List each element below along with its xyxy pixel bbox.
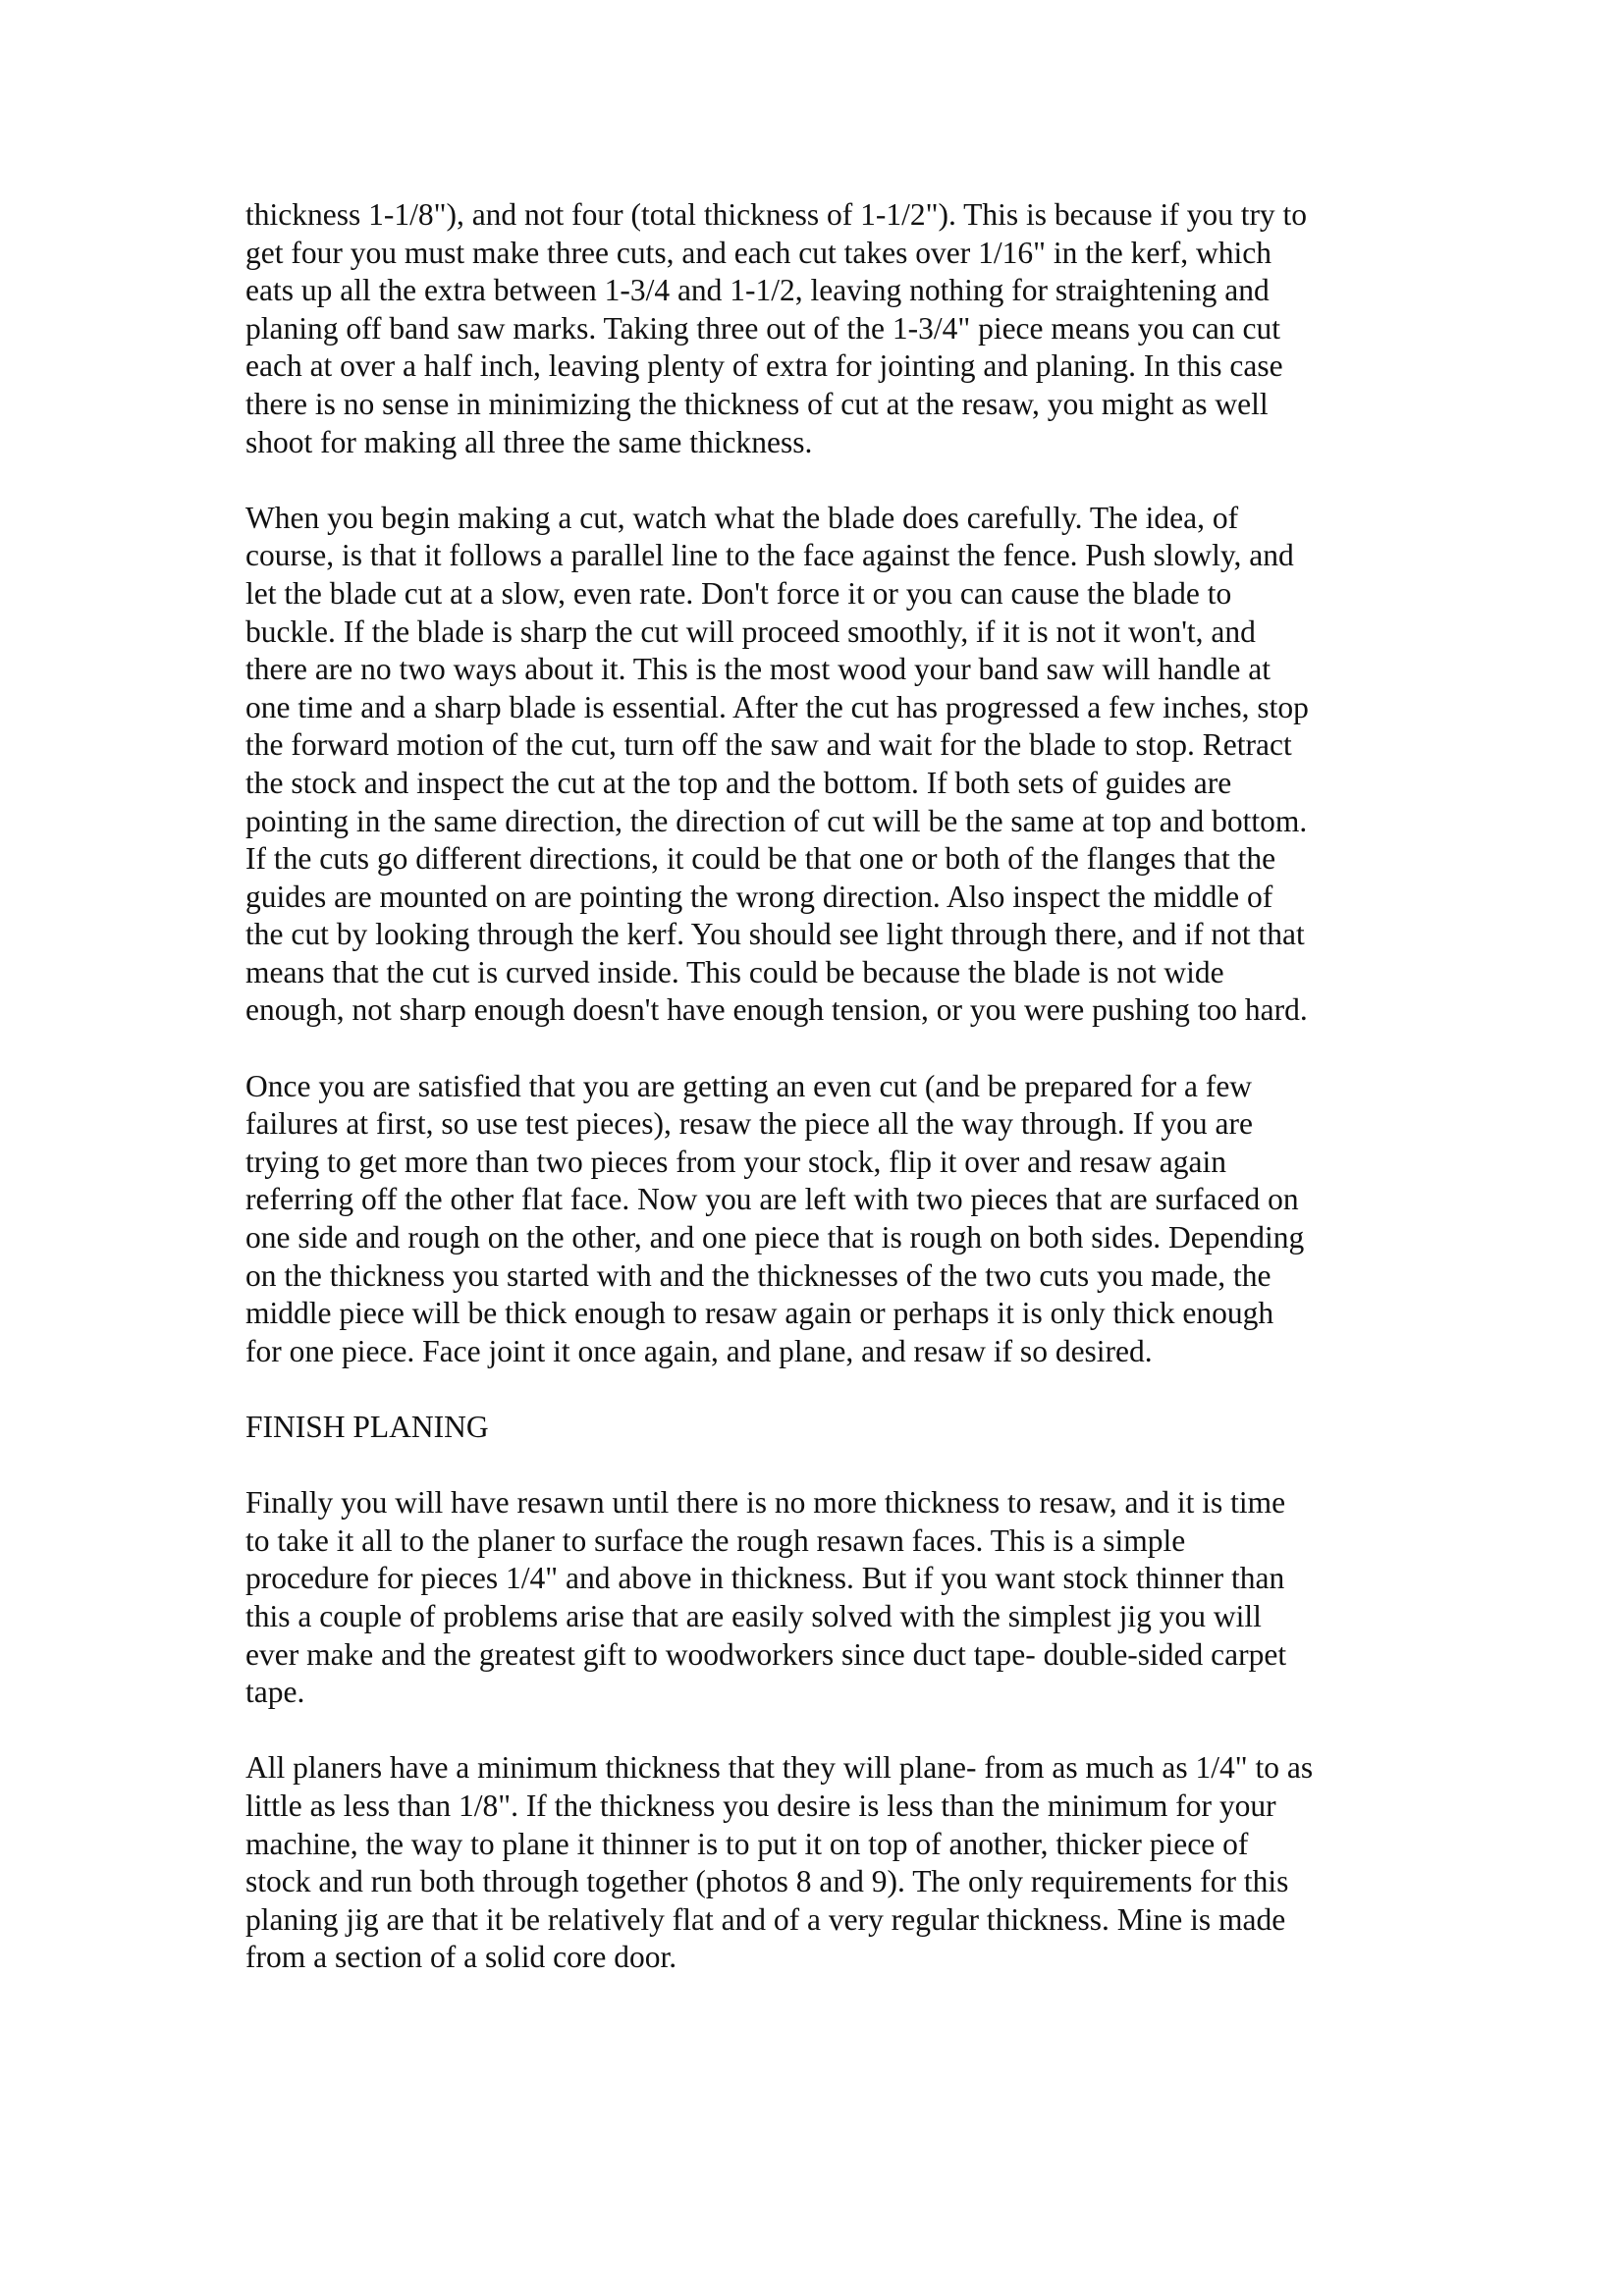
text-line: the stock and inspect the cut at the top and the bottom. If both sets of guides are: [245, 765, 1232, 800]
text-line: When you begin making a cut, watch what the blade does carefully. The idea, of: [245, 500, 1239, 535]
paragraph-planer-minimum: [245, 1749, 1394, 1977]
text-line: Finally you will have resawn until there is no more thickness to resaw, and it is time: [245, 1485, 1286, 1521]
text-line: for one piece. Face joint it once again, and plane, and resaw if so desired.: [245, 1333, 1153, 1368]
text-line: from a section of a solid core door.: [245, 1940, 677, 1975]
text-line: thickness 1-1/8"), and not four (total thickness of 1-1/2"). This is because if you try to: [245, 197, 1308, 232]
text-line: little as less than 1/8". If the thickness you desire is less than the minimum for your: [245, 1788, 1276, 1823]
text-line: planing off band saw marks. Taking three out of the 1-3/4" piece means you can cut: [245, 310, 1280, 346]
text-line: referring off the other flat face. Now you are left with two pieces that are surfaced on: [245, 1182, 1299, 1217]
text-line: If the cuts go different directions, it could be that one or both of the flanges that the: [245, 841, 1276, 877]
text-line: enough, not sharp enough doesn't have enough tension, or you were pushing too hard.: [245, 992, 1308, 1028]
text-line: course, is that it follows a parallel line to the face against the fence. Push slowly, and: [245, 538, 1294, 573]
text-line: procedure for pieces 1/4" and above in thickness. But if you want stock thinner than: [245, 1561, 1285, 1596]
text-line: this a couple of problems arise that are easily solved with the simplest jig you will: [245, 1598, 1262, 1633]
text-line: Once you are satisfied that you are getting an even cut (and be prepared for a few: [245, 1068, 1253, 1103]
paragraph-making-a-cut: [245, 500, 1394, 1030]
text-line: one time and a sharp blade is essential. After the cut has progressed a few inches, stop: [245, 689, 1309, 724]
text-line: there is no sense in minimizing the thickness of cut at the resaw, you might as well: [245, 386, 1269, 421]
text-line: failures at first, so use test pieces), resaw the piece all the way through. If you are: [245, 1106, 1253, 1142]
text-line: means that the cut is curved inside. This could be because the blade is not wide: [245, 954, 1224, 989]
text-line: ever make and the greatest gift to woodworkers since duct tape- double-sided carpet: [245, 1636, 1287, 1672]
text-line: the forward motion of the cut, turn off the saw and wait for the blade to stop. Retract: [245, 727, 1292, 763]
section-heading: FINISH PLANING: [245, 1410, 489, 1444]
text-line: buckle. If the blade is sharp the cut will proceed smoothly, if it is not it won't, and: [245, 614, 1256, 649]
text-line: machine, the way to plane it thinner is to put it on top of another, thicker piece of: [245, 1826, 1249, 1861]
text-line: All planers have a minimum thickness that they will plane- from as much as 1/4" to as: [245, 1750, 1314, 1786]
text-line: eats up all the extra between 1-3/4 and 1-1/2, leaving nothing for straightening and: [245, 273, 1270, 308]
text-line: one side and rough on the other, and one piece that is rough on both sides. Depending: [245, 1220, 1305, 1255]
text-line: pointing in the same direction, the direction of cut will be the same at top and bottom.: [245, 803, 1308, 838]
text-line: there are no two ways about it. This is the most wood your band saw will handle at: [245, 652, 1271, 687]
text-line: to take it all to the planer to surface the rough resawn faces. This is a simple: [245, 1522, 1186, 1558]
text-line: shoot for making all three the same thickness.: [245, 424, 813, 459]
text-line: stock and run both through together (photos 8 and 9). The only requirements for this: [245, 1864, 1289, 1899]
paragraph-resaw-thickness: [245, 196, 1394, 461]
paragraph-finish-planing: [245, 1484, 1394, 1712]
text-line: planing jig are that it be relatively flat and of a very regular thickness. Mine is made: [245, 1901, 1286, 1937]
text-line: on the thickness you started with and the thicknesses of the two cuts you made, the: [245, 1257, 1271, 1293]
paragraph-resaw-through: [245, 1068, 1394, 1371]
text-line: tape.: [245, 1675, 305, 1710]
text-line: middle piece will be thick enough to resaw again or perhaps it is only thick enough: [245, 1296, 1274, 1331]
text-line: each at over a half inch, leaving plenty of extra for jointing and planing. In this case: [245, 348, 1283, 384]
text-line: guides are mounted on are pointing the wrong direction. Also inspect the middle of: [245, 879, 1273, 914]
text-line: the cut by looking through the kerf. You should see light through there, and if not that: [245, 917, 1305, 952]
text-line: let the blade cut at a slow, even rate. Don't force it or you can cause the blade to: [245, 575, 1232, 611]
text-line: trying to get more than two pieces from your stock, flip it over and resaw again: [245, 1144, 1226, 1179]
text-line: get four you must make three cuts, and each cut takes over 1/16" in the kerf, which: [245, 235, 1272, 270]
document-page: [245, 196, 1394, 2015]
